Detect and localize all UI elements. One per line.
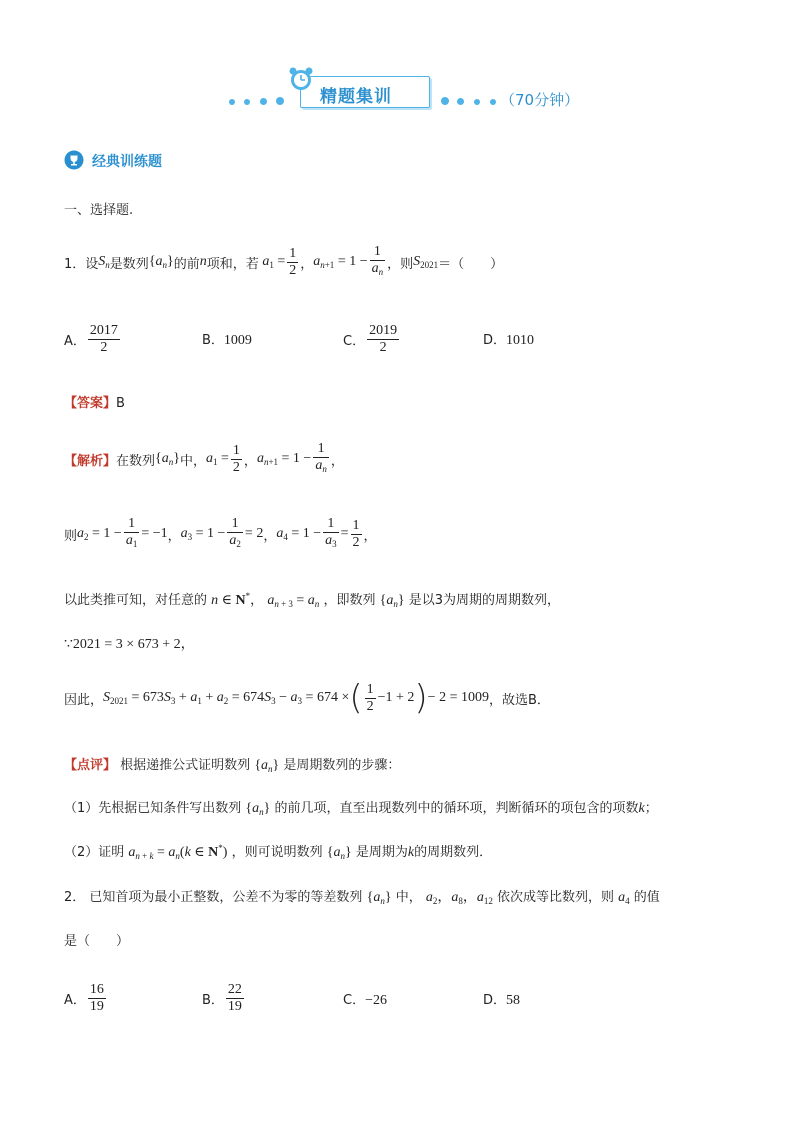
decor-dot [244,99,250,105]
option-b[interactable]: B． $\frac{22}{19}$ [202,981,242,1014]
answer-value: B [116,396,125,411]
decor-dot [490,99,496,105]
question-2-stem-cont: 是（ ） [64,934,130,949]
option-d[interactable]: D．1010 [483,333,535,348]
decor-dot [276,97,284,105]
option-c[interactable]: C．−26 [343,993,387,1008]
comment-step-2: （2）证明 $a_{n + k} = a_n(k$ ∈ N*) ，则可说明数列 $\{a_n\}$ 是周期为k的周期数列． [64,843,493,861]
decor-dot [441,97,449,105]
analysis-line-1: 【解析】 在数列 $\{a_n\}$ 中， $a_1$ = $\frac{1}{2}$ ， $a_{n+1} = 1$ − $\frac{1}{a_n}$ ， [64,441,344,475]
comment-line: 【点评】 根据递推公式证明数列 $\{a_n\}$ 是周期数列的步骤： [64,758,401,774]
option-b[interactable]: B．1009 [202,333,252,348]
part-title: 一、选择题. [64,203,134,218]
header-title: 精题集训 [320,87,392,107]
analysis-line-4: ∵2021 = 3 × 673 + 2， [64,637,195,652]
trophy-icon [64,150,84,170]
analysis-line-3: 以此类推可知，对任意的 n ∈ N*， $a_{n + 3} = a_n$ ，即数列 $\{a_n\}$ 是以3为周期的周期数列， [64,591,560,609]
analysis-line-5: 因此， $S_{2021} = 673S_3 + a_1 + a_2 = 674S_3 - a_3 = 674$ × ( $\frac{1}{2}$ −1 + 2 ) − 2 = 1009 ，故选B． [64,678,550,718]
alarm-clock-icon [286,64,316,94]
section-title: 经典训练题 [92,154,162,170]
fraction: $\frac{1}{2}$ [289,245,297,278]
analysis-line-2: 则 $a_2 = 1$ − $\frac{1}{a_1}$ = −1 ， $a_3 = 1$ − $\frac{1}{a_2}$ = 2 ， $a_4 = 1$ − $\frac{1}{a_3}$ = $\frac{1}{2}$ ， [64,516,377,550]
fraction: $\frac{1}{a_n}$ [371,244,384,277]
option-d[interactable]: D．58 [483,993,521,1008]
answer-line: 【答案】B [64,396,125,411]
option-a[interactable]: A． $\frac{2017}{2}$ [64,322,118,355]
decor-dot [474,99,480,105]
decor-dot [229,99,235,105]
option-a[interactable]: A． $\frac{16}{19}$ [64,981,104,1014]
header-time: （70分钟） [500,91,580,109]
question-1-stem: 1． 设 $S_n$ 是数列 $\{a_n\}$ 的前 n 项和，若 $a_1$ = $\frac{1}{2}$ ， $a_{n+1} = 1$ − $\frac{1}{a_n}$ ，则 $S_{2021}$ ＝（ ） [64,242,503,282]
comment-step-1: （1）先根据已知条件写出数列 $\{a_n\}$ 的前几项，直至出现数列中的循环项，判断循环的项包含的项数k； [64,801,658,817]
question-2-stem: 2． 已知首项为最小正整数，公差不为零的等差数列 $\{a_n\}$ 中， $a_2$，$a_8$，$a_{12}$ 依次成等比数列，则 $a_4$ 的值 [64,890,660,906]
decor-dot [260,98,267,105]
option-c[interactable]: C． $\frac{2019}{2}$ [343,322,398,355]
decor-dot [457,98,464,105]
